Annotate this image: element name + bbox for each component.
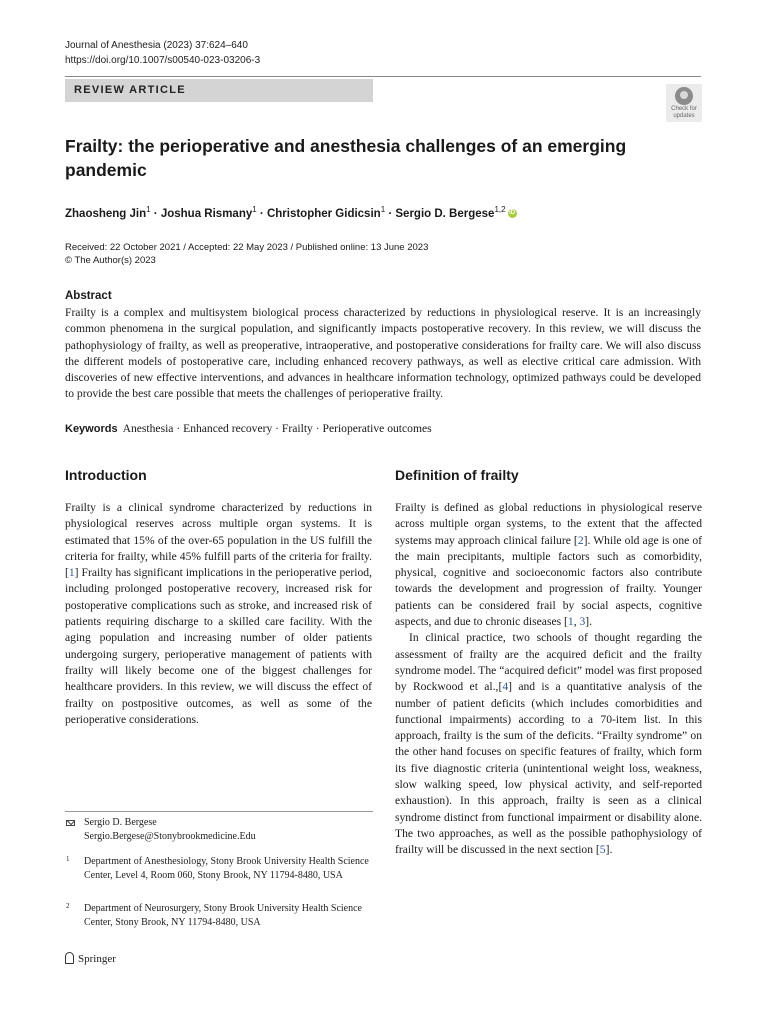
citation-link[interactable]: 2 <box>577 533 584 547</box>
definition-heading: Definition of frailty <box>395 467 519 483</box>
text-run: Frailty is defined as global reductions in physiological reserve across multiple organ systems, to the extent that the affected systems may approach clinical failure [ <box>395 501 702 547</box>
author-name[interactable]: Zhaosheng Jin <box>65 207 147 220</box>
introduction-body <box>65 500 372 728</box>
author-name[interactable]: Christopher Gidicsin <box>266 207 381 220</box>
author-affiliation-sup: 1 <box>252 205 257 214</box>
text-run: Frailty is a clinical syndrome characterized by reductions in physiological reserves across multiple organ systems. It is estimated that 15% of the over-65 population in the US fulfill the criteria for frailty, while 45% fulfill parts of the criteria for frailty. [ <box>65 501 372 580</box>
publisher-name: Springer <box>78 953 116 965</box>
doi-link[interactable]: https://doi.org/10.1007/s00540-023-03206-3 <box>65 55 261 66</box>
author-separator: · <box>256 207 267 220</box>
text-run: , <box>573 615 580 629</box>
citation-link[interactable]: 1 <box>68 566 75 580</box>
article-title: Frailty: the perioperative and anesthesia challenges of an emerging pandemic <box>65 136 627 180</box>
text-run: ]. <box>605 843 613 857</box>
envelope-icon <box>66 820 75 826</box>
check-for-updates-line1: Check for <box>671 106 697 112</box>
check-for-updates-icon <box>675 87 693 105</box>
article-dates <box>65 241 428 267</box>
text-run: In clinical practice, two schools of thought regarding the assessment of frailty are the acquired deficit and the frailty syndrome model. The “acquired deficit” model was first proposed by Rockwood et al.,[ <box>395 631 702 694</box>
affiliation-mark: 2 <box>66 902 70 910</box>
text-run: ] and is a quantitative analysis of the number of patient deficits (which includes comorbidities and functional impairments) according to a 70-item list. In this approach, frailty is the sum of the deficits. “Frailty syndrome” on the other hand focuses on specific features of frailty, which form its five diagnostic criteria (unintentional weight loss, weakness, slow walking speed, low physical activity, and self-reported exhaustion). In this approach, frailty is seen as a clinical syndrome distinct from functional impairment or disability alone. The two approaches, as well as the possible pathophysiology of frailty will be discussed in the next section [ <box>395 680 703 857</box>
abstract-heading: Abstract <box>65 290 112 302</box>
journal-citation: Journal of Anesthesia (2023) 37:624–640 <box>65 40 248 51</box>
text-run: ]. While old age is one of the main precipitants, multiple factors such as comorbidity, physical, cognitive and socioeconomic factors also contribute towards the development and progression of frailty. Younger patients can be considered frail by social aspects, cognitive aspects, and due to chronic diseases [ <box>395 533 703 629</box>
author-list <box>65 202 705 222</box>
author-separator: · <box>385 207 396 220</box>
author-name[interactable]: Sergio D. Bergese <box>395 207 495 220</box>
orcid-icon[interactable]: iD <box>509 210 516 217</box>
introduction-heading: Introduction <box>65 467 147 483</box>
keywords <box>65 421 701 437</box>
author-name[interactable]: Joshua Rismany <box>160 207 253 220</box>
keywords-list: Anesthesia · Enhanced recovery · Frailty · Perioperative outcomes <box>122 422 432 435</box>
corresponding-author-name: Sergio D. Bergese <box>84 817 157 828</box>
affiliation-mark: 1 <box>66 855 70 863</box>
header-rule <box>65 76 701 77</box>
publication-history: Received: 22 October 2021 / Accepted: 22 May 2023 / Published online: 13 June 2023 <box>65 242 429 253</box>
text-run: ]. <box>585 615 593 629</box>
corresponding-author <box>84 816 374 844</box>
author-separator: · <box>150 207 161 220</box>
springer-horse-icon <box>65 952 74 964</box>
affiliation-1: Department of Anesthesiology, Stony Brook University Health Science Center, Level 4, Room 060, Stony Brook, NY 11794-8480, USA <box>84 856 369 881</box>
introduction-paragraph <box>65 500 372 728</box>
citation-link[interactable]: 5 <box>599 843 606 857</box>
definition-paragraph-2 <box>395 630 702 858</box>
check-for-updates-line2: updates <box>673 113 695 119</box>
footnote-rule <box>65 811 373 812</box>
abstract-text: Frailty is a complex and multisystem biological process characterized by reductions in physiological reserve. It is an increasingly common phenomena in the surgical population, and significantly impacts postoperative recovery. In this review, we will discuss the pathophysiology of frailty, as well as preoperative, intraoperative, and postoperative considerations for frailty care. We will also discuss the different models of postoperative care, including enhanced recovery pathways, as well as elective critical care admission. With discoveries of new effective interventions, and advances in healthcare information technology, optimized pathways could be developed to provide the best care possible that meets the challenges of perioperative frailty. <box>65 306 701 401</box>
article-type-banner: REVIEW ARTICLE <box>65 79 373 102</box>
citation-link[interactable]: 1 <box>567 615 574 629</box>
citation-link[interactable]: 4 <box>502 680 509 694</box>
corresponding-author-email[interactable]: Sergio.Bergese@Stonybrookmedicine.Edu <box>84 831 256 842</box>
check-for-updates-badge[interactable] <box>666 84 702 122</box>
citation-link[interactable]: 3 <box>579 615 586 629</box>
publisher-mark <box>65 951 116 967</box>
copyright-line: © The Author(s) 2023 <box>65 255 156 266</box>
definition-paragraph-1 <box>395 500 702 630</box>
keywords-heading: Keywords <box>65 423 118 435</box>
definition-body <box>395 500 702 859</box>
author-affiliation-sup: 1,2 <box>494 205 506 214</box>
author-affiliation-sup: 1 <box>146 205 151 214</box>
text-run: ] Frailty has significant implications in the perioperative period, including prolonged postoperative recovery, increased risk for postoperative complications such as stroke, and increased risk of patients requiring discharge to a skilled care facility. With the aging population and increasing number of older patients undergoing surgery, perioperative management of patients with frailty will likely become one of the biggest challenges for healthcare providers. In this review, we will discuss the effect of frailty on postpositive outcomes, as well as some of the perioperative considerations. <box>65 566 372 726</box>
author-affiliation-sup: 1 <box>380 205 386 214</box>
affiliation-2: Department of Neurosurgery, Stony Brook University Health Science Center, Stony Brook, NY 11794-8480, USA <box>84 903 362 928</box>
